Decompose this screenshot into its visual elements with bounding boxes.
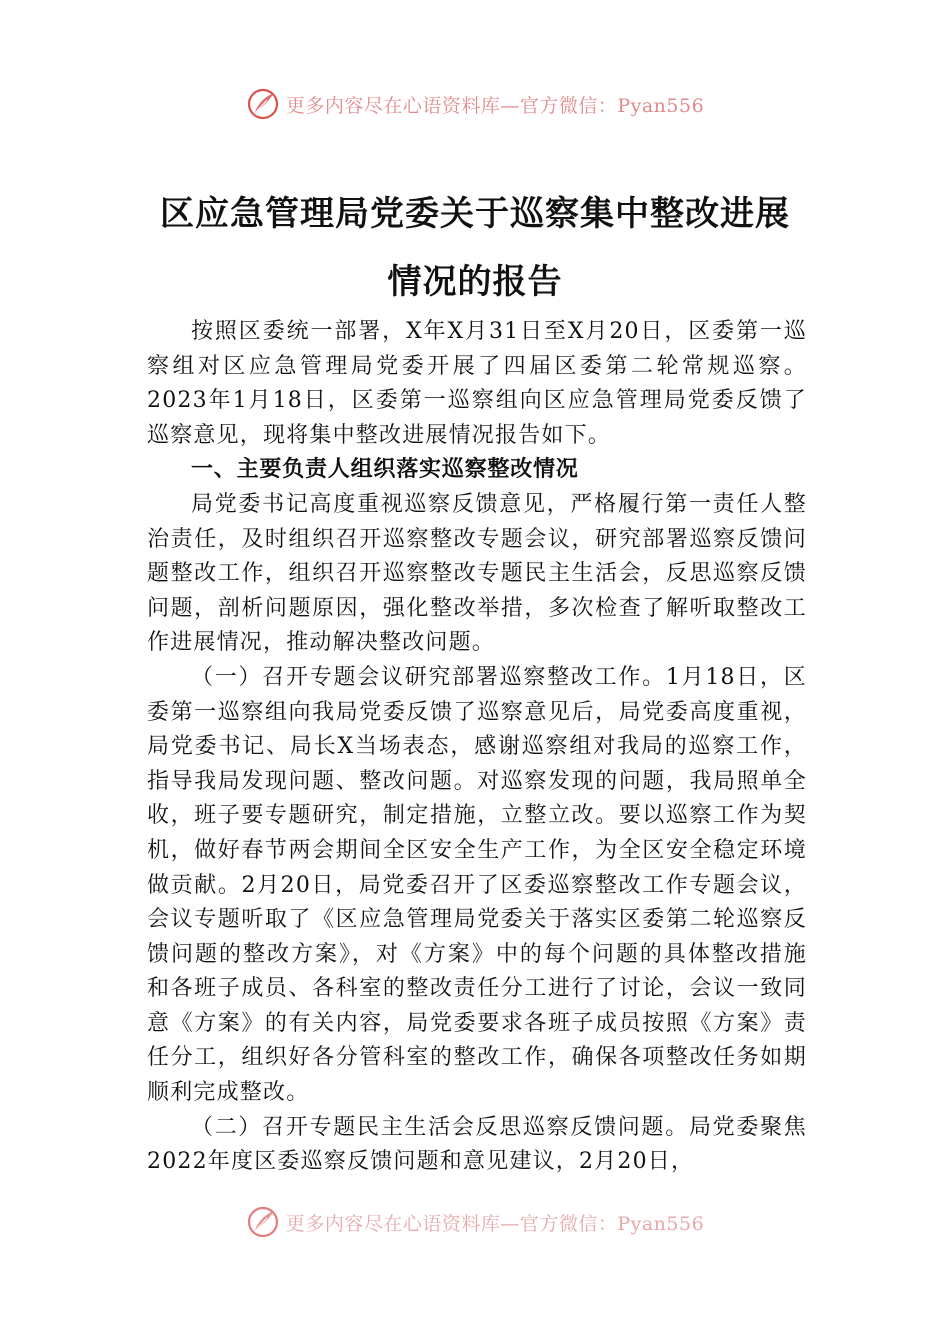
watermark-text: 更多内容尽在心语资料库—官方微信：Pyan556 (285, 94, 705, 117)
watermark-footer (0, 1202, 950, 1242)
subsection-1-body: 1月18日，区委第一巡察组向我局党委反馈了巡察意见后，局党委高度重视，局党委书记、局长X当场表态，感谢巡察组对我局的巡察工作，指导我局发现问题、整改问题。对巡察发现的问题，我局照单全收，班子要专题研究，制定措施，立整立改。要以巡察工作为契机，做好春节两会期间全区安全生产工作，为全区安全稳定环境做贡献。2月20日，局党委召开了区委巡察整改工作专题会议，会议专题听取了《区应急管理局党委关于落实区委第二轮巡察反馈问题的整改方案》，对《方案》中的每个问题的具体整改措施和各班子成员、各科室的整改责任分工进行了讨论，会议一致同意《方案》的有关内容，局党委要求各班子成员按照《方案》责任分工，组织好各分管科室的整改工作，确保各项整改任务如期顺利完成整改。 (147, 664, 807, 1106)
feather-pen-icon (246, 1205, 280, 1239)
section-1-paragraph: 局党委书记高度重视巡察反馈意见，严格履行第一责任人整治责任，及时组织召开巡察整改专题会议，研究部署巡察反馈问题整改工作，组织召开巡察整改专题民主生活会，反思巡察反馈问题，剖析问题原因，强化整改举措，多次检查了解听取整改工作进展情况，推动解决整改问题。 (147, 491, 807, 656)
feather-pen-icon (246, 87, 280, 121)
document-title-line-2: 情况的报告 (387, 262, 563, 302)
intro-paragraph: 按照区委统一部署，X年X月31日至X月20日，区委第一巡察组对区应急管理局党委开展了四届区委第二轮常规巡察。2023年1月18日，区委第一巡察组向区应急管理局党委反馈了巡察意见，现将集中整改进展情况报告如下。 (147, 319, 807, 448)
subsection-2-heading: （二）召开专题民主生活会反思巡察反馈问题。 (191, 1114, 689, 1140)
subsection-1-paragraph (147, 661, 807, 1111)
subsection-2-body: 局党委聚焦2022年度区委巡察反馈问题和意见建议，2月20日， (147, 1114, 807, 1175)
document-body (147, 315, 807, 1180)
section-1-heading: 一、主要负责人组织落实巡察整改情况 (191, 457, 579, 483)
subsection-1-heading: （一）召开专题会议研究部署巡察整改工作。 (191, 664, 666, 690)
watermark-header (0, 84, 950, 124)
watermark-text: 更多内容尽在心语资料库—官方微信：Pyan556 (285, 1212, 705, 1235)
subsection-2-paragraph (147, 1111, 807, 1180)
document-title-line-1: 区应急管理局党委关于巡察集中整改进展 (160, 194, 790, 234)
